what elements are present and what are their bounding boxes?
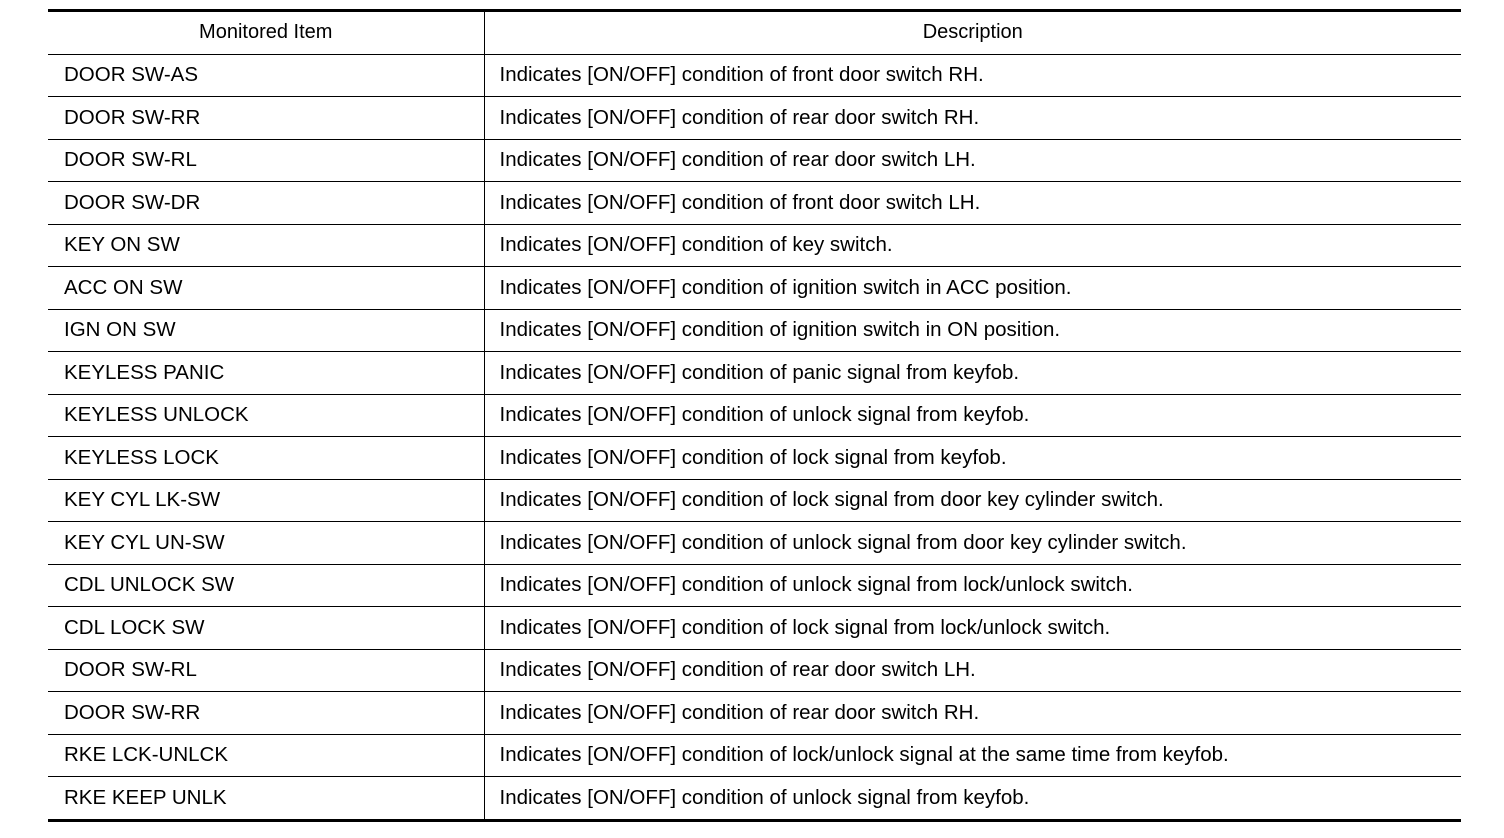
table-row xyxy=(48,522,1461,565)
description-cell: Indicates [ON/OFF] condition of front door switch LH. xyxy=(499,190,981,214)
monitored-item-cell: KEY CYL LK-SW xyxy=(48,479,484,522)
monitor-items-table-container xyxy=(48,9,1461,822)
monitored-item-cell: IGN ON SW xyxy=(48,309,484,352)
description-cell: Indicates [ON/OFF] condition of lock/unlock signal at the same time from keyfob. xyxy=(499,743,1229,767)
table-row xyxy=(48,139,1461,182)
monitored-item-cell: DOOR SW-RL xyxy=(48,649,484,692)
header-description: Description xyxy=(922,21,1023,44)
monitored-item-cell: CDL UNLOCK SW xyxy=(48,564,484,607)
table-row xyxy=(48,479,1461,522)
monitored-item-cell: KEYLESS LOCK xyxy=(48,437,484,480)
table-row xyxy=(48,182,1461,225)
monitored-item-cell: DOOR SW-RR xyxy=(48,97,484,140)
table-row xyxy=(48,692,1461,735)
monitored-item-cell: DOOR SW-RL xyxy=(48,139,484,182)
description-cell: Indicates [ON/OFF] condition of unlock signal from lock/unlock switch. xyxy=(499,573,1133,597)
monitored-item-cell: KEY CYL UN-SW xyxy=(48,522,484,565)
description-cell: Indicates [ON/OFF] condition of ignition switch in ON position. xyxy=(499,318,1061,342)
table-body xyxy=(48,54,1461,820)
table-row xyxy=(48,97,1461,140)
monitor-items-table xyxy=(48,9,1461,822)
monitored-item-cell: DOOR SW-RR xyxy=(48,692,484,735)
description-cell: Indicates [ON/OFF] condition of rear door switch RH. xyxy=(499,700,980,724)
monitored-item-cell: ACC ON SW xyxy=(48,267,484,310)
description-cell: Indicates [ON/OFF] condition of rear door switch RH. xyxy=(499,105,980,129)
table-header xyxy=(48,11,1461,55)
monitored-item-cell: DOOR SW-AS xyxy=(48,54,484,97)
table-row xyxy=(48,564,1461,607)
monitored-item-cell: CDL LOCK SW xyxy=(48,607,484,650)
description-cell: Indicates [ON/OFF] condition of lock signal from door key cylinder switch. xyxy=(499,488,1164,512)
table-row xyxy=(48,267,1461,310)
description-cell: Indicates [ON/OFF] condition of unlock signal from keyfob. xyxy=(499,785,1030,809)
table-row xyxy=(48,394,1461,437)
description-cell: Indicates [ON/OFF] condition of unlock signal from door key cylinder switch. xyxy=(499,530,1187,554)
header-monitored-item: Monitored Item xyxy=(48,11,484,55)
table-row xyxy=(48,224,1461,267)
description-cell: Indicates [ON/OFF] condition of panic signal from keyfob. xyxy=(499,360,1020,384)
monitored-item-cell: DOOR SW-DR xyxy=(48,182,484,225)
header-row xyxy=(48,11,1461,55)
monitored-item-cell: KEYLESS UNLOCK xyxy=(48,394,484,437)
description-cell: Indicates [ON/OFF] condition of front door switch RH. xyxy=(499,63,984,87)
table-row xyxy=(48,309,1461,352)
description-cell: Indicates [ON/OFF] condition of key switch. xyxy=(499,233,893,257)
table-row xyxy=(48,734,1461,777)
description-cell: Indicates [ON/OFF] condition of lock signal from lock/unlock switch. xyxy=(499,615,1111,639)
description-cell: Indicates [ON/OFF] condition of rear door switch LH. xyxy=(499,658,976,682)
description-cell: Indicates [ON/OFF] condition of unlock signal from keyfob. xyxy=(499,403,1030,427)
table-row xyxy=(48,54,1461,97)
monitored-item-cell: KEYLESS PANIC xyxy=(48,352,484,395)
description-cell: Indicates [ON/OFF] condition of lock signal from keyfob. xyxy=(499,445,1007,469)
table-row xyxy=(48,649,1461,692)
description-cell: Indicates [ON/OFF] condition of ignition switch in ACC position. xyxy=(499,275,1072,299)
table-row xyxy=(48,607,1461,650)
monitored-item-cell: RKE KEEP UNLK xyxy=(48,777,484,821)
monitored-item-cell: KEY ON SW xyxy=(48,224,484,267)
description-cell: Indicates [ON/OFF] condition of rear door switch LH. xyxy=(499,148,976,172)
table-row xyxy=(48,352,1461,395)
table-row xyxy=(48,777,1461,821)
monitored-item-cell: RKE LCK-UNLCK xyxy=(48,734,484,777)
table-row xyxy=(48,437,1461,480)
